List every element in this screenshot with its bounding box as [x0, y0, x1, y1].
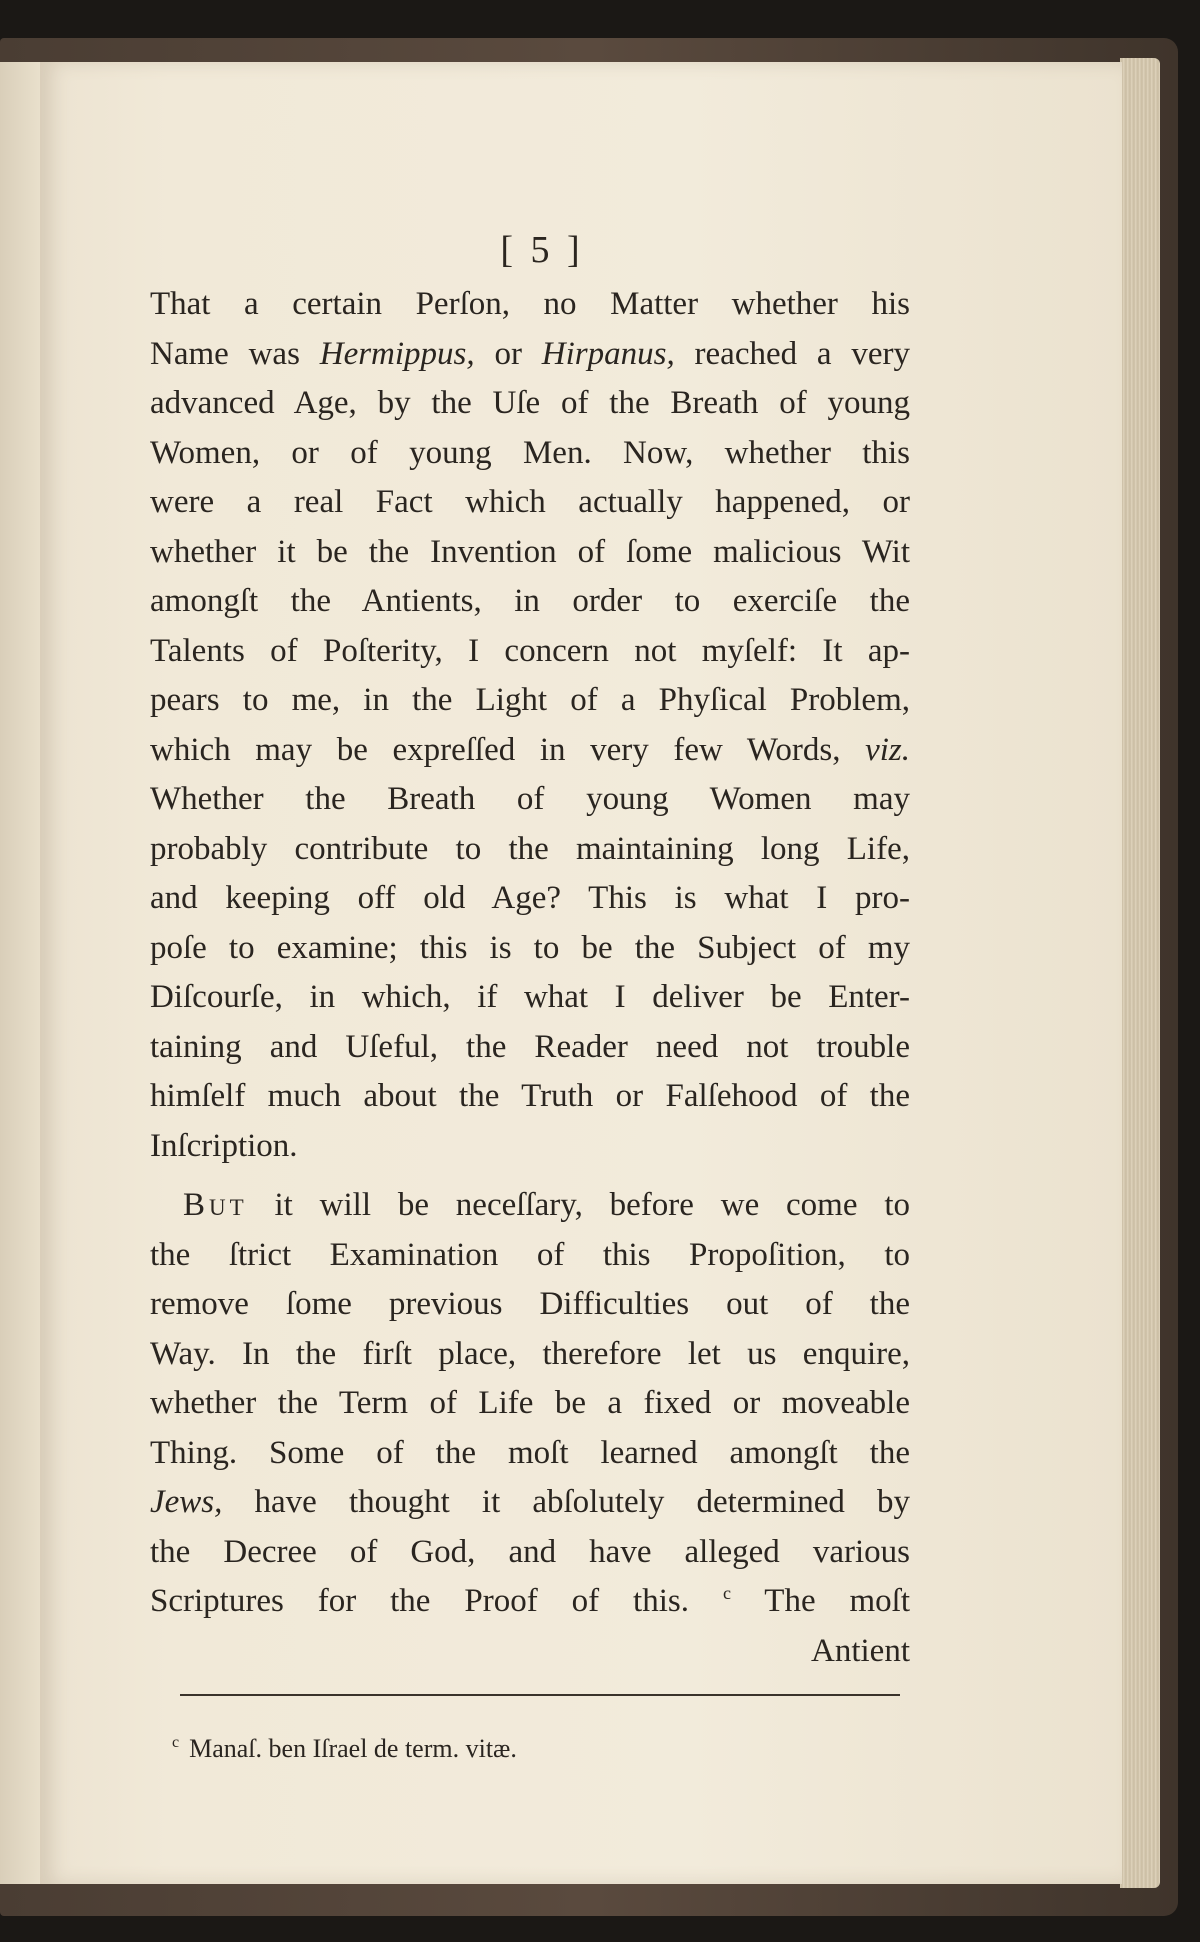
- text-line: the ſtrict Examination of this Propoſition, to: [150, 1236, 910, 1273]
- text-line: Whether the Breath of young Women may: [150, 781, 910, 817]
- text-line: whether the Term of Life be a fixed or moveable: [150, 1385, 910, 1421]
- text-line: advanced Age, by the Uſe of the Breath of young: [150, 385, 910, 421]
- text-line: Jews, have thought it abſolutely determined by: [150, 1484, 911, 1520]
- text-line: Thing. Some of the moſt learned amongſt the: [150, 1434, 910, 1471]
- footnote-mark: c: [172, 1734, 180, 1752]
- viz-abbrev: viz.: [865, 731, 911, 768]
- text-line: which may be expreſſed in very few Words, viz.: [150, 731, 911, 768]
- text-line: Talents of Poſterity, I concern not myſelf: It ap-: [150, 632, 910, 669]
- catchword: Antient: [811, 1632, 910, 1669]
- body-text: [150, 280, 910, 1676]
- text-line: taining and Uſeful, the Reader need not trouble: [150, 1028, 910, 1065]
- text-line: poſe to examine; this is to be the Subject of my: [150, 929, 910, 966]
- text-line: Scriptures for the Proof of this. $^c$ The moſt: [150, 1583, 911, 1619]
- page-number-heading: [ 5 ]: [500, 229, 584, 271]
- text-line: pears to me, in the Light of a Phyſical Problem,: [150, 682, 910, 718]
- text-line: were a real Fact which actually happened, or: [150, 484, 910, 520]
- name-hirpanus: Hirpanus,: [541, 335, 675, 372]
- text-line: Diſcourſe, in which, if what I deliver be Enter-: [150, 979, 910, 1015]
- text-line: But it will be neceſſary, before we come to: [183, 1187, 910, 1223]
- footnote: [172, 1734, 517, 1764]
- text-line: and keeping off old Age? This is what I pro-: [150, 880, 910, 916]
- footnote-rule: [180, 1694, 900, 1696]
- text-line: That a certain Perſon, no Matter whether his: [150, 286, 910, 322]
- footnote-reference: c: [722, 1583, 731, 1603]
- text-line: amongſt the Antients, in order to exerciſe the: [150, 583, 910, 619]
- text-line: himſelf much about the Truth or Falſehood of the: [150, 1078, 910, 1114]
- text-line: Name was Hermippus, or Hirpanus, reached a very: [150, 335, 911, 372]
- text-line: probably contribute to the maintaining long Life,: [150, 830, 910, 867]
- word-jews: Jews,: [150, 1484, 223, 1520]
- text-line: Inſcription.: [150, 1127, 298, 1164]
- footnote-text: Manaſ. ben Iſrael de term. vitæ.: [189, 1734, 517, 1763]
- text-line: Women, or of young Men. Now, whether this: [150, 434, 910, 471]
- text-line: whether it be the Invention of ſome malicious Wit: [150, 533, 910, 570]
- text-line: Way. In the firſt place, therefore let us enquire,: [150, 1335, 910, 1372]
- smallcaps-but: But: [183, 1187, 248, 1223]
- previous-page-edge: [0, 62, 40, 1884]
- name-hermippus: Hermippus,: [319, 335, 475, 372]
- page-edges: [1120, 58, 1160, 1888]
- text-line: the Decree of God, and have alleged various: [150, 1533, 910, 1570]
- text-line: remove ſome previous Difficulties out of the: [150, 1286, 910, 1322]
